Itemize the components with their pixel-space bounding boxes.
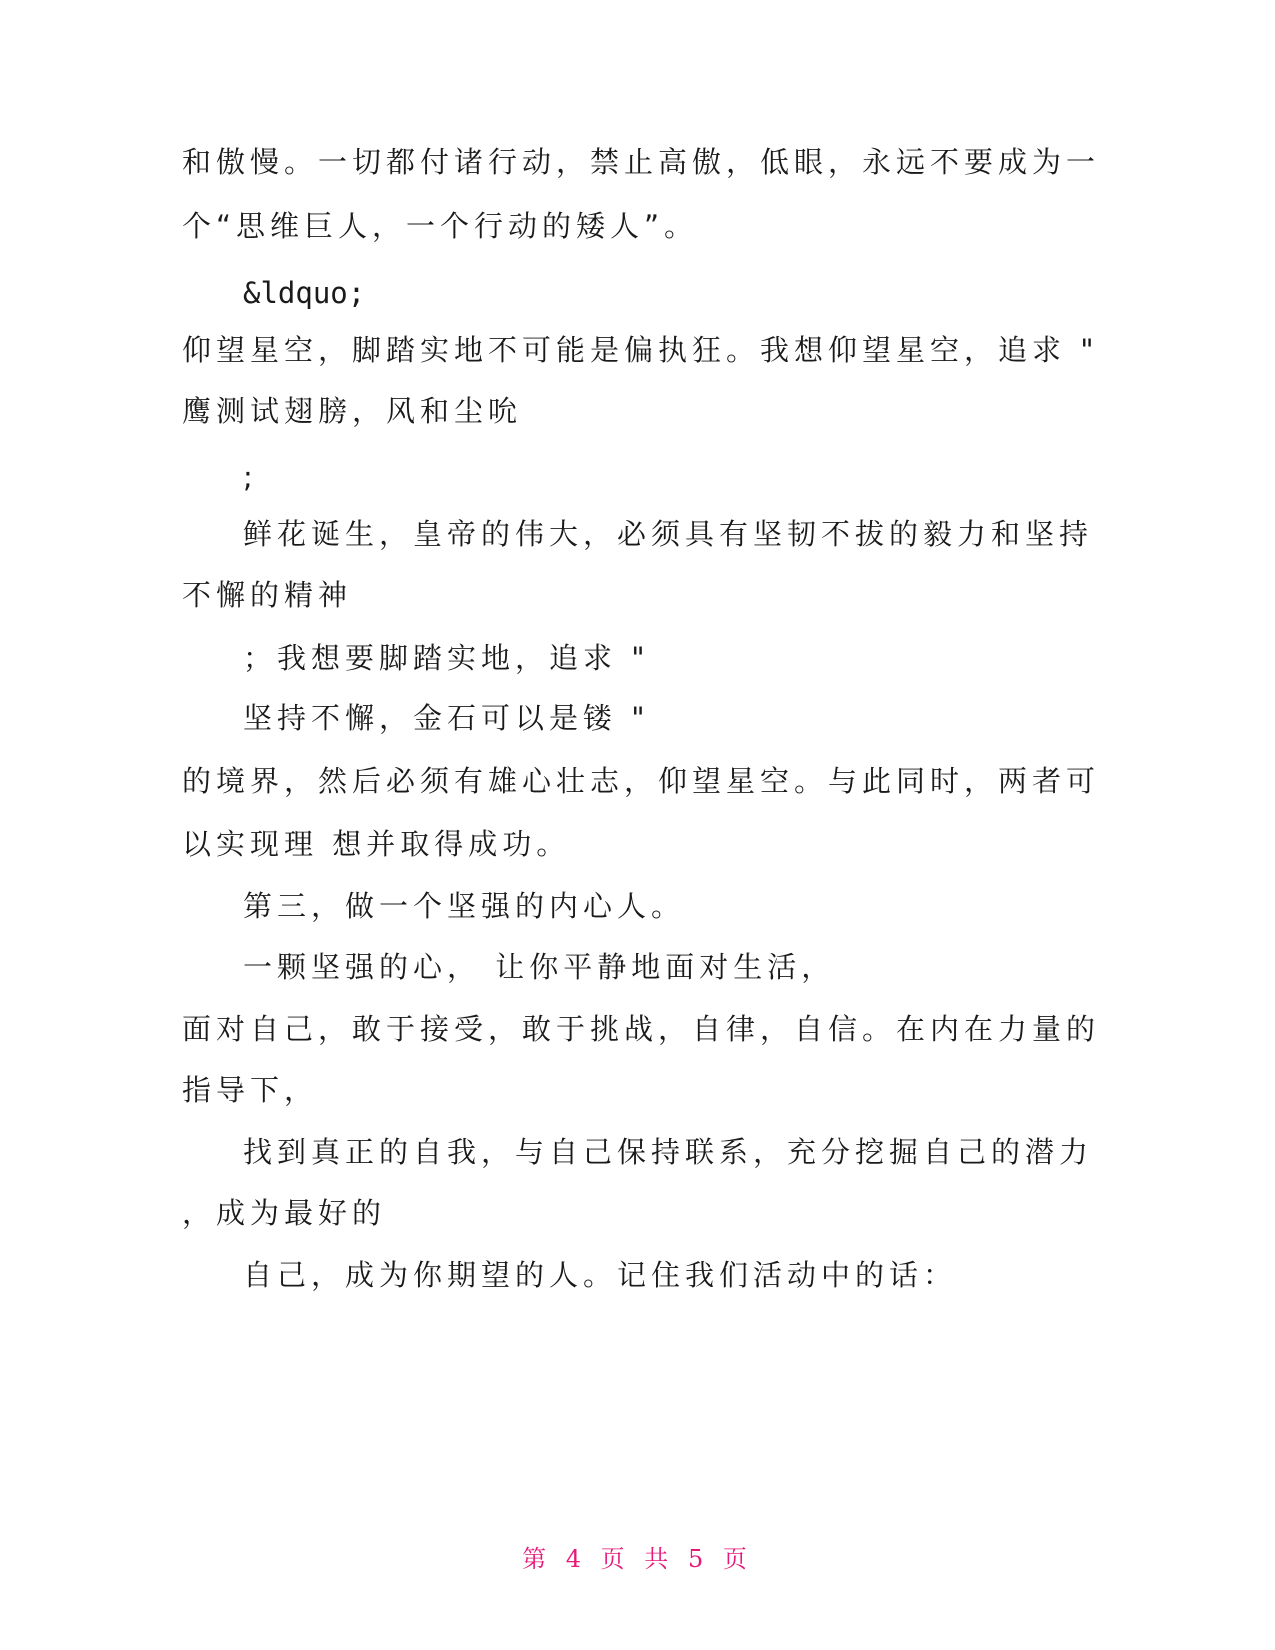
- text-line: 不懈的精神: [182, 578, 353, 612]
- text-line: ，成为最好的: [182, 1196, 387, 1230]
- text-line: 鹰测试翅膀，风和尘吮: [182, 394, 523, 428]
- text-line: &ldquo;: [243, 276, 366, 310]
- text-line: 坚持不懈，金石可以是镂 ": [243, 701, 650, 735]
- text-line: 面对自己，敢于接受，敢于挑战，自律，自信。在内在力量的: [182, 1012, 1101, 1046]
- text-line: 一颗坚强的心， 让你平静地面对生活，: [243, 950, 836, 984]
- text-line: ；我想要脚踏实地，追求 ": [243, 641, 650, 675]
- text-line: 和傲慢。一切都付诸行动，禁止高傲，低眼，永远不要成为一: [182, 145, 1101, 179]
- page-number-footer: 第 4 页 共 5 页: [522, 1545, 753, 1573]
- text-line: 的境界，然后必须有雄心壮志，仰望星空。与此同时，两者可: [182, 764, 1101, 798]
- text-line: 以实现理 想并取得成功。: [182, 827, 571, 861]
- text-line: ;: [243, 460, 258, 494]
- text-line: 自己，成为你期望的人。记住我们活动中的话：: [243, 1258, 958, 1292]
- text-line: 鲜花诞生，皇帝的伟大，必须具有坚韧不拔的毅力和坚持: [243, 517, 1094, 551]
- text-line: 第三，做一个坚强的内心人。: [243, 889, 686, 923]
- text-line: 找到真正的自我，与自己保持联系，充分挖掘自己的潜力: [243, 1135, 1094, 1169]
- text-line: 指导下，: [182, 1073, 319, 1107]
- text-line: 个“思维巨人，一个行动的矮人”。: [182, 209, 699, 243]
- text-line: 仰望星空，脚踏实地不可能是偏执狂。我想仰望星空，追求 ": [182, 333, 1099, 367]
